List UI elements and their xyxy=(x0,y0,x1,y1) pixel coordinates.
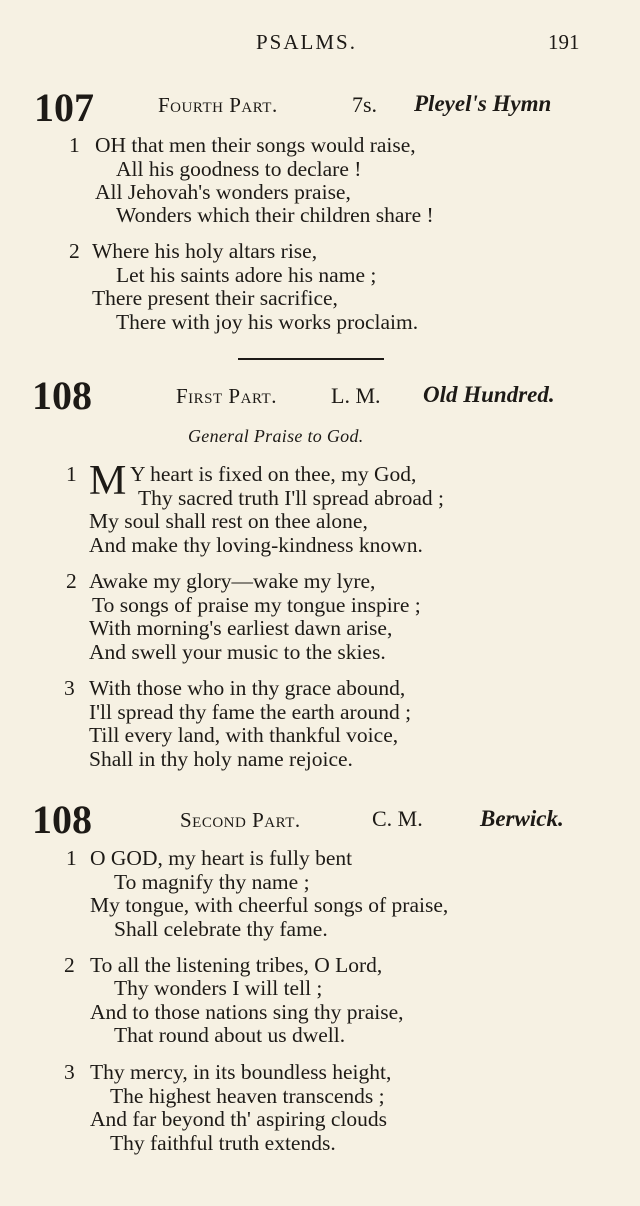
verse-line: Where his holy altars rise, xyxy=(92,239,318,263)
section-divider xyxy=(238,358,384,360)
verse-line: Y heart is fixed on thee, my God, xyxy=(130,462,417,486)
tune-name: Old Hundred. xyxy=(423,382,555,407)
psalm-number: 108 xyxy=(32,797,92,842)
verse-number: 2 xyxy=(66,569,77,593)
verse-line: All Jehovah's wonders praise, xyxy=(95,180,351,204)
verse-number: 2 xyxy=(69,239,80,263)
verse-number: 2 xyxy=(64,953,75,977)
verse-line: My tongue, with cheerful songs of praise, xyxy=(90,893,449,917)
tune-name: Pleyel's Hymn xyxy=(414,91,552,116)
verse-line: With morning's earliest dawn arise, xyxy=(89,616,393,640)
verse-line: Shall celebrate thy fame. xyxy=(114,917,328,941)
verse-line: Till every land, with thankful voice, xyxy=(89,723,399,747)
verse-line: To songs of praise my tongue inspire ; xyxy=(92,593,421,617)
verse-line: And make thy loving-kindness known. xyxy=(89,533,423,557)
verse-number: 1 xyxy=(66,462,77,486)
verse-line: I'll spread thy fame the earth around ; xyxy=(89,700,412,724)
verse-line: And to those nations sing thy praise, xyxy=(90,1000,404,1024)
meter-label: L. M. xyxy=(331,383,381,408)
part-label: Fourth Part. xyxy=(158,93,278,117)
tune-name: Berwick. xyxy=(480,806,564,831)
verse-line: Thy wonders I will tell ; xyxy=(114,976,323,1000)
verse-line: There with joy his works proclaim. xyxy=(116,310,419,334)
meter-label: 7s. xyxy=(352,92,378,117)
verse-line: That round about us dwell. xyxy=(114,1023,346,1047)
drop-cap: M xyxy=(89,458,127,504)
verse-line: And swell your music to the skies. xyxy=(89,640,386,664)
verse-line: Thy faithful truth extends. xyxy=(110,1131,336,1155)
verse-line: Let his saints adore his name ; xyxy=(116,263,377,287)
verse-line: The highest heaven transcends ; xyxy=(110,1084,385,1108)
psalm-subtitle: General Praise to God. xyxy=(188,426,364,446)
verse-line: And far beyond th' aspiring clouds xyxy=(90,1107,388,1131)
verse-line: O GOD, my heart is fully bent xyxy=(90,846,353,870)
verse-line: Shall in thy holy name rejoice. xyxy=(89,747,353,771)
verse-line: Awake my glory—wake my lyre, xyxy=(89,569,376,593)
verse-line: With those who in thy grace abound, xyxy=(89,676,406,700)
verse-line: There present their sacrifice, xyxy=(92,286,338,310)
verse-line: To magnify thy name ; xyxy=(114,870,310,894)
part-label: Second Part. xyxy=(180,808,301,832)
running-head: PSALMS. xyxy=(256,30,357,54)
part-label: First Part. xyxy=(176,384,277,408)
verse-number: 3 xyxy=(64,676,75,700)
verse-line: Thy sacred truth I'll spread abroad ; xyxy=(138,486,444,510)
psalm-number: 108 xyxy=(32,373,92,418)
verse-number: 1 xyxy=(66,846,77,870)
meter-label: C. M. xyxy=(372,806,423,831)
verse-line: My soul shall rest on thee alone, xyxy=(89,509,368,533)
verse-line: To all the listening tribes, O Lord, xyxy=(90,953,383,977)
verse-line: Thy mercy, in its boundless height, xyxy=(90,1060,392,1084)
verse-line: Wonders which their children share ! xyxy=(116,203,434,227)
psalm-number: 107 xyxy=(34,85,94,130)
verse-number: 3 xyxy=(64,1060,75,1084)
verse-line: OH that men their songs would raise, xyxy=(95,133,416,157)
verse-line: All his goodness to declare ! xyxy=(116,157,362,181)
page-number: 191 xyxy=(548,30,580,54)
verse-number: 1 xyxy=(69,133,80,157)
